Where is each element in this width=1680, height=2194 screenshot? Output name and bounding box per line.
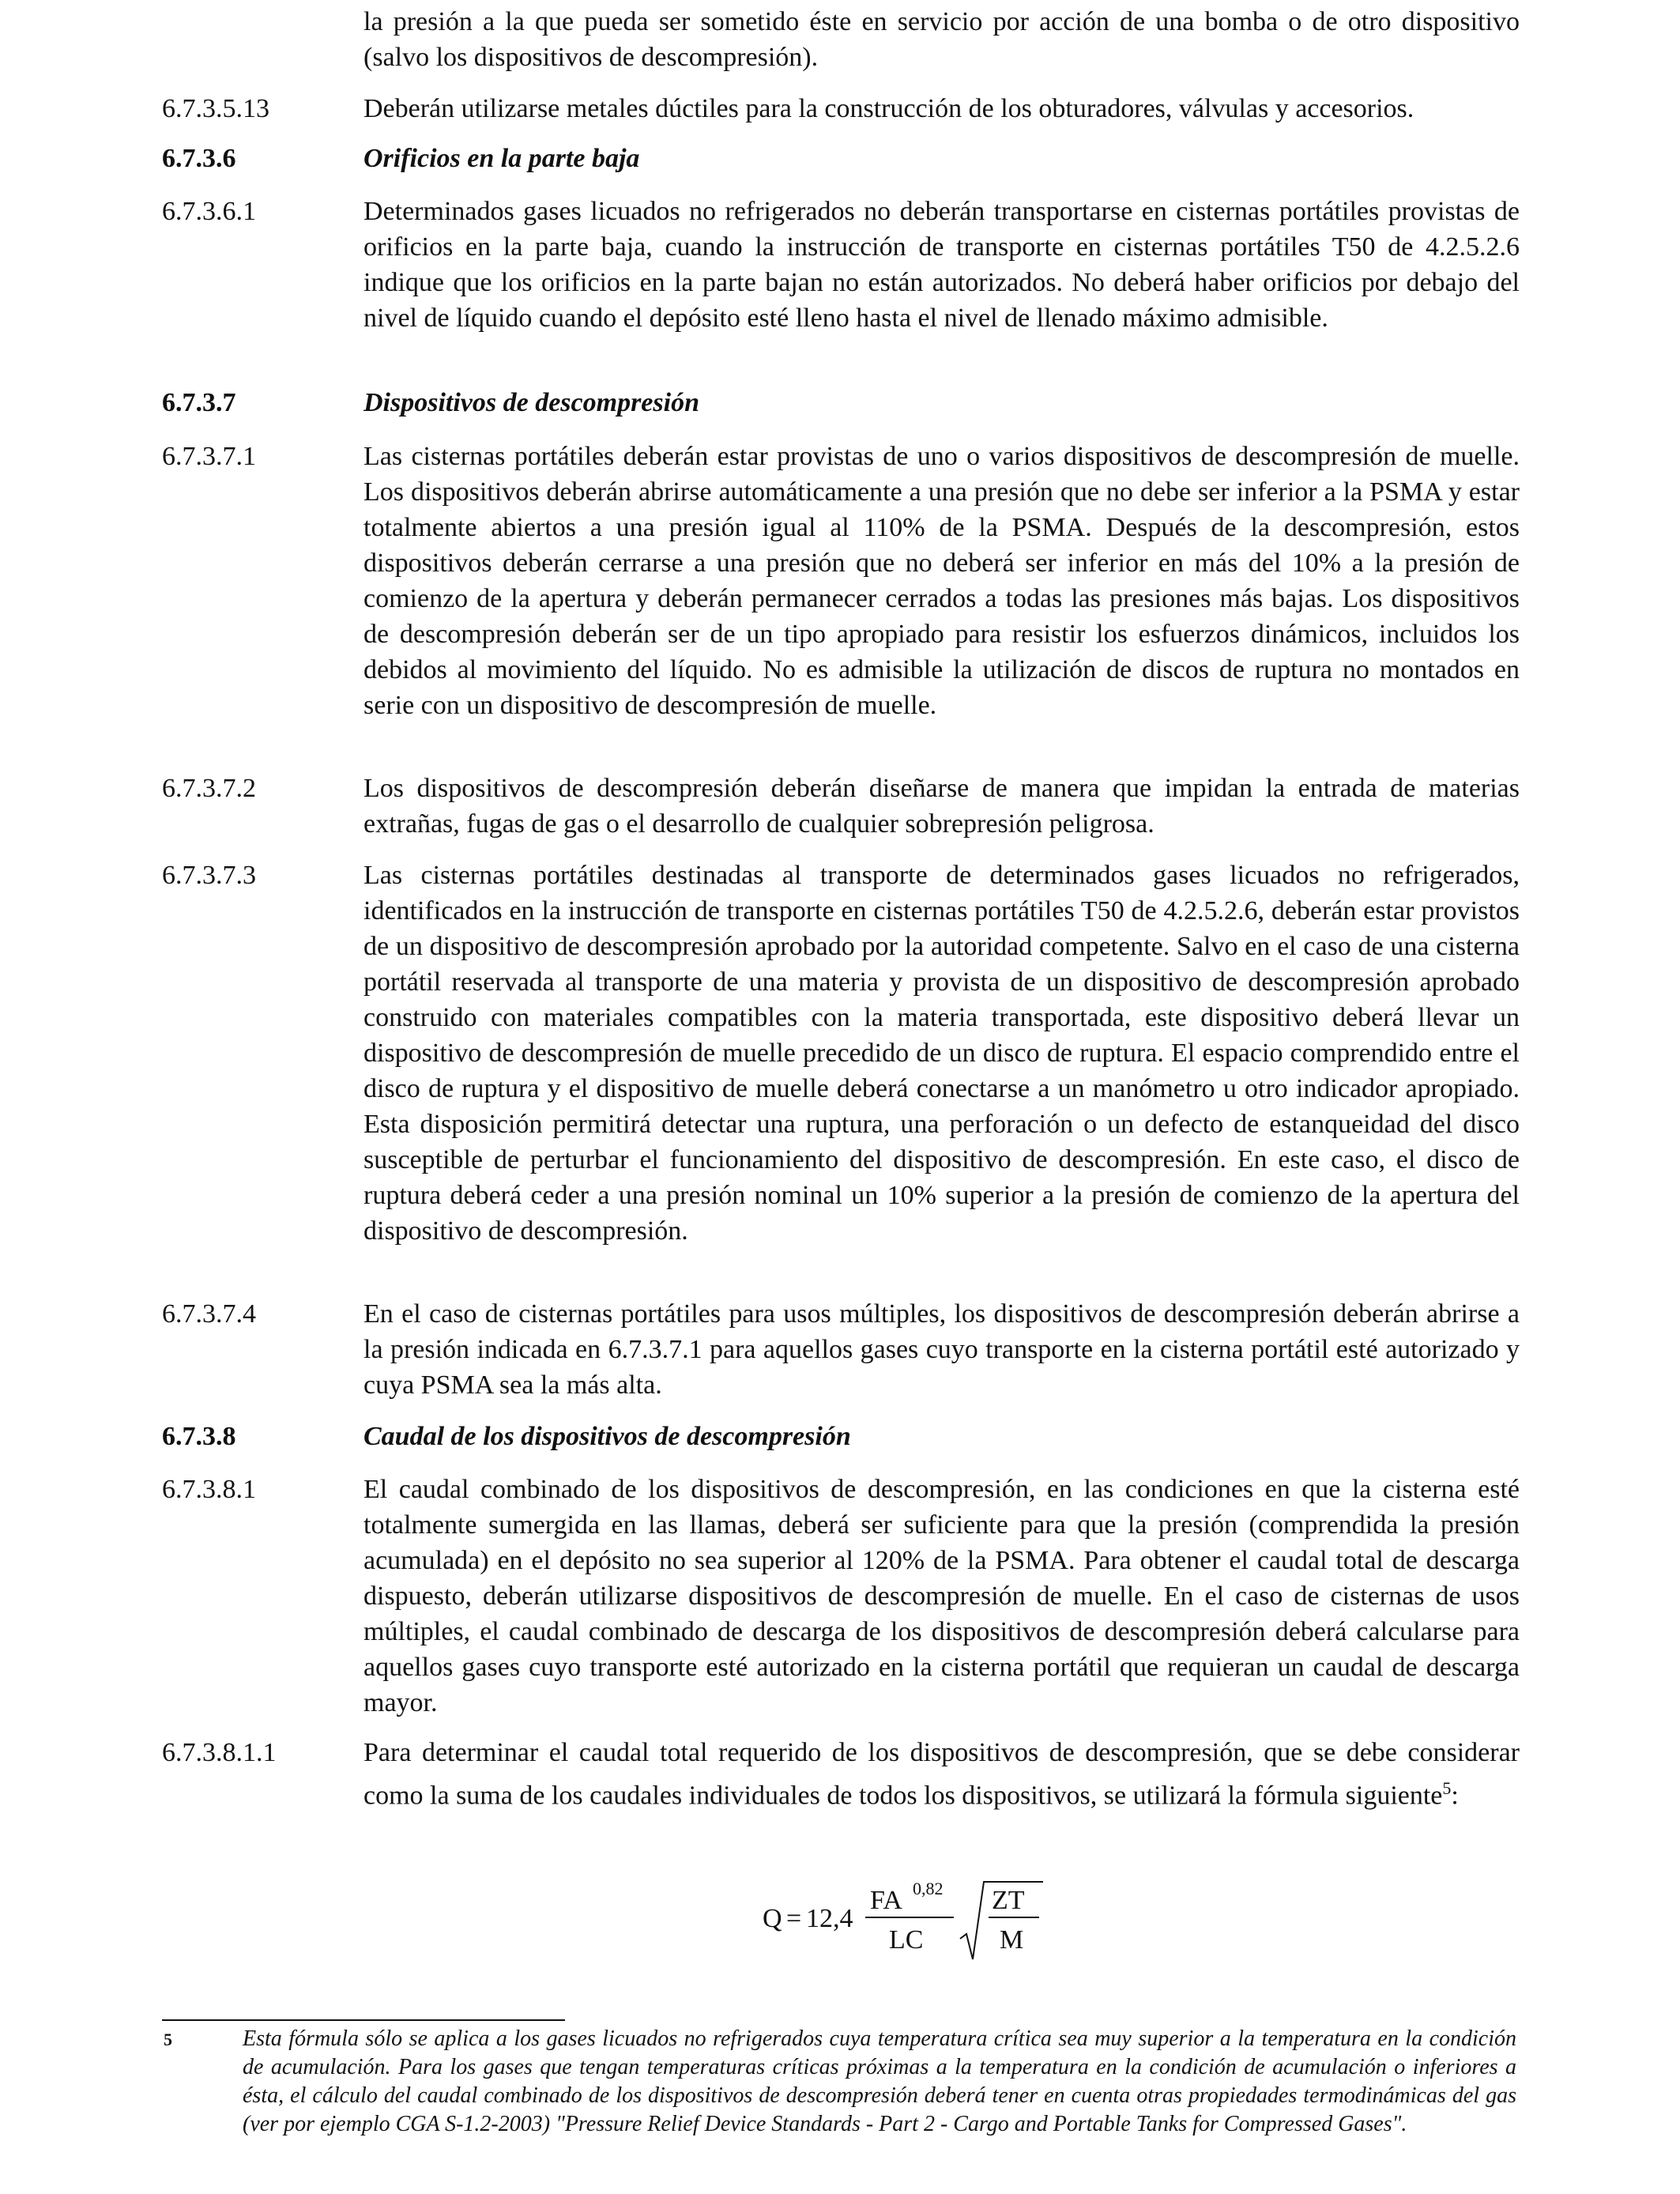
section-text: Determinados gases licuados no refrigerados no deberán transportarse en cisternas portátiles provistas de orificios en la parte baja, cuando la instrucción de transporte en cisternas portátiles T50 de 4.2.5.2.6 indique que los orificios en la parte bajan no están autorizados. No deberá haber orificios por debajo del nivel de líquido cuando el depósito esté lleno hasta el nivel de llenado máximo admisible. bbox=[363, 197, 1520, 333]
formula-denominator: LC bbox=[889, 1925, 924, 1955]
section-number: 6.7.3.8.1 bbox=[162, 1475, 256, 1504]
section-text-tail: : bbox=[1451, 1781, 1459, 1811]
formula-root-numerator: ZT bbox=[992, 1886, 1025, 1915]
section-text: Las cisternas portátiles deberán estar provistas de uno o varios dispositivos de descompresión de muelle. Los dispositivos deberán abrirse automáticamente a una presión que no debe ser inferior a la PSMA y estar totalmente abiertos a una presión igual al 110% de la PSMA. Después de la descompresión, estos dispositivos deberán cerrarse a una presión que no deberá ser inferior en más del 10% a la presión de comienzo de la apertura y deberán permanecer cerrados a todas las presiones más bajas. Los dispositivos de descompresión deberán ser de un tipo apropiado para resistir los esfuerzos dinámicos, incluidos los debidos al movimiento del líquido. No es admisible la utilización de discos de ruptura no montados en serie con un dispositivo de descompresión de muelle. bbox=[363, 442, 1520, 720]
section-text: Deberán utilizarse metales dúctiles para la construcción de los obturadores, válvulas y accesorios. bbox=[363, 94, 1414, 123]
section-text: Los dispositivos de descompresión deberán diseñarse de manera que impidan la entrada de materias extrañas, fugas de gas o el desarrollo de cualquier sobrepresión peligrosa. bbox=[363, 774, 1520, 839]
section-text: En el caso de cisternas portátiles para usos múltiples, los dispositivos de descompresión deberán abrirse a la presión indicada en 6.7.3.7.1 para aquellos gases cuyo transporte en la cisterna portátil esté autorizado y cuya PSMA sea la más alta. bbox=[363, 1299, 1520, 1400]
footnote-marker: 5 bbox=[164, 2030, 172, 2049]
section-title: Dispositivos de descompresión bbox=[363, 388, 699, 417]
footnote-text: Esta fórmula sólo se aplica a los gases licuados no refrigerados cuya temperatura crítica sea muy superior a la temperatura en la condición de acumulación. Para los gases que tengan temperaturas críticas próximas a la temperatura en la condición de acumulación o inferiores a ésta, el cálculo del caudal combinado de los dispositivos de descompresión deberá tener en cuenta otras propiedades termodinámicas del gas (ver por ejemplo CGA S-1.2-2003) "Pressure Relief Device Standards - Part 2 - Cargo and Portable Tanks for Compressed Gases". bbox=[243, 2026, 1516, 2136]
formula-equals: = bbox=[786, 1904, 802, 1933]
formula-coefficient: 12,4 bbox=[806, 1904, 853, 1933]
formula-root-denominator: M bbox=[1000, 1925, 1024, 1955]
footnote-reference: 5 bbox=[1442, 1778, 1452, 1798]
section-text-body: Para determinar el caudal total requerido de los dispositivos de descompresión, que se debe considerar como la suma de los caudales individuales de todos los dispositivos, se utilizará la fórmula siguiente bbox=[363, 1738, 1520, 1811]
paragraph-text: la presión a la que pueda ser sometido éste en servicio por acción de una bomba o de otro dispositivo (salvo los dispositivos de descompresión). bbox=[363, 7, 1520, 72]
section-number: 6.7.3.8 bbox=[162, 1422, 236, 1451]
formula-numerator-base: FA bbox=[870, 1886, 902, 1915]
footnote-separator bbox=[162, 2019, 565, 2021]
section-number: 6.7.3.7.1 bbox=[162, 442, 256, 471]
section-number: 6.7.3.7 bbox=[162, 388, 236, 417]
section-number: 6.7.3.5.13 bbox=[162, 94, 269, 123]
section-text bbox=[363, 1735, 1520, 1813]
section-text: El caudal combinado de los dispositivos de descompresión, en las condiciones en que la cisterna esté totalmente sumergida en las llamas, deberá ser suficiente para que la presión (comprendida la presión acumulada) en el depósito no sea superior al 120% de la PSMA. Para obtener el caudal total de descarga dispuesto, deberán utilizarse dispositivos de descompresión de muelle. En el caso de cisternas de usos múltiples, el caudal combinado de descarga de los dispositivos de descompresión deberá calcularse para aquellos gases cuyo transporte esté autorizado en la cisterna portátil que requieran un caudal de descarga mayor. bbox=[363, 1475, 1520, 1717]
section-text: Las cisternas portátiles destinadas al transporte de determinados gases licuados no refrigerados, identificados en la instrucción de transporte en cisternas portátiles T50 de 4.2.5.2.6, deberán estar provistos de un dispositivo de descompresión aprobado por la autoridad competente. Salvo en el caso de una cisterna portátil reservada al transporte de una materia y provista de un dispositivo de descompresión aprobado construido con materiales compatibles con la materia transportada, este dispositivo deberá llevar un dispositivo de descompresión de muelle precedido de un disco de ruptura. El espacio comprendido entre el disco de ruptura y el dispositivo de muelle deberá conectarse a un manómetro u otro indicador apropiado. Esta disposición permitirá detectar una ruptura, una perforación o un defecto de estanqueidad del disco susceptible de perturbar el funcionamiento del dispositivo de descompresión. En este caso, el disco de ruptura deberá ceder a una presión nominal un 10% superior a la presión de comienzo de la apertura del dispositivo de descompresión. bbox=[363, 861, 1520, 1246]
section-number: 6.7.3.8.1.1 bbox=[162, 1738, 277, 1767]
section-title: Orificios en la parte baja bbox=[363, 144, 640, 173]
section-number: 6.7.3.6.1 bbox=[162, 197, 256, 226]
section-number: 6.7.3.7.3 bbox=[162, 861, 256, 890]
section-title: Caudal de los dispositivos de descompresión bbox=[363, 1422, 851, 1451]
section-number: 6.7.3.7.4 bbox=[162, 1299, 256, 1329]
formula-numerator-exponent: 0,82 bbox=[913, 1879, 944, 1898]
section-number: 6.7.3.6 bbox=[162, 144, 236, 173]
relief-capacity-formula bbox=[763, 1877, 1047, 1964]
section-number: 6.7.3.7.2 bbox=[162, 774, 256, 803]
formula-q: Q bbox=[763, 1904, 782, 1933]
